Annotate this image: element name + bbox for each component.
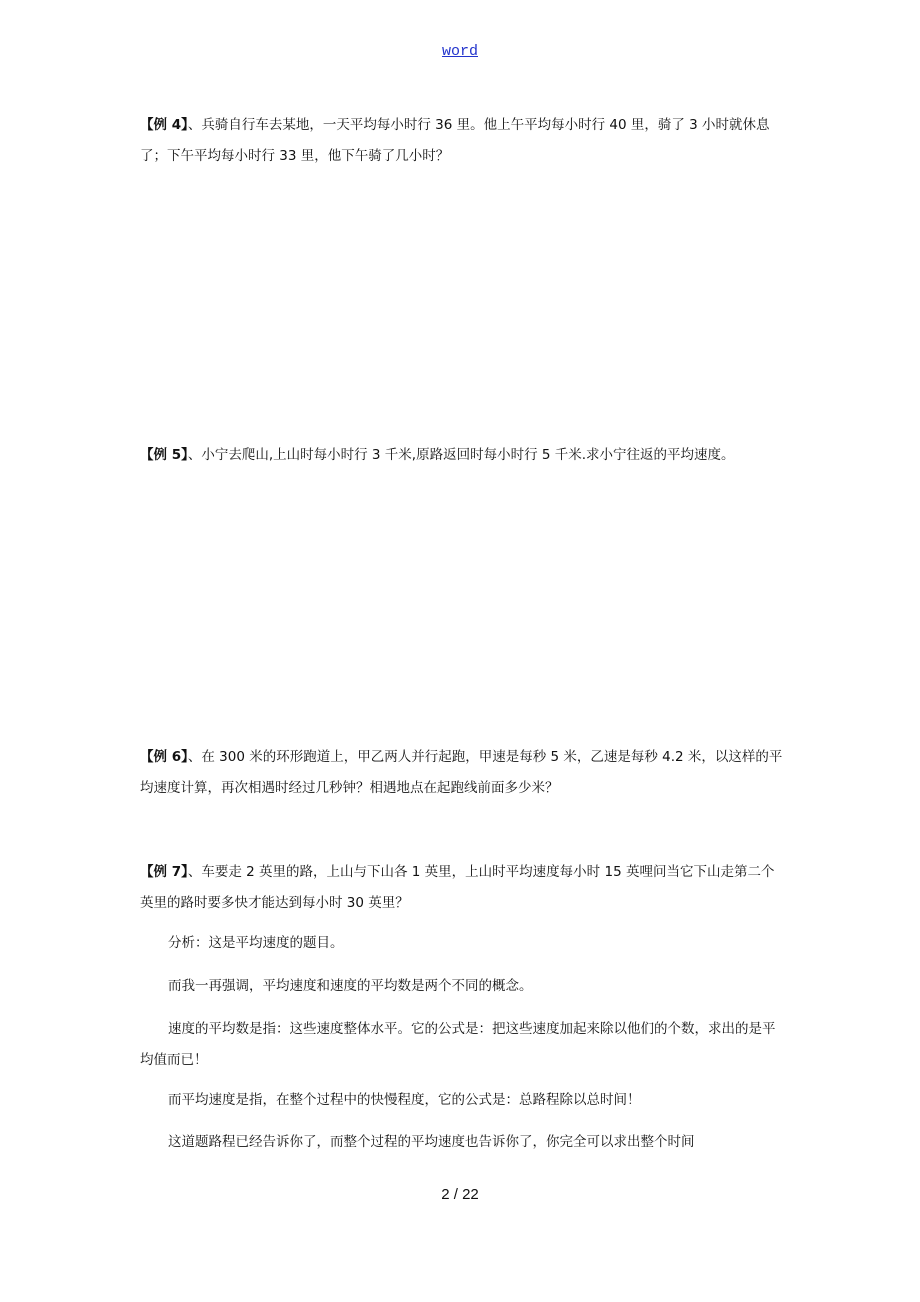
analysis-line: 而平均速度是指，在整个过程中的快慢程度，它的公式是：总路程除以总时间！ bbox=[168, 1092, 641, 1108]
analysis-line: 速度的平均数是指：这些速度整体水平。它的公式是：把这些速度加起来除以他们的个数，求出的是平均值而已！ bbox=[140, 1021, 776, 1068]
analysis-line: 分析：这是平均速度的题目。 bbox=[168, 935, 344, 951]
example-label: 【例 5】 bbox=[140, 447, 188, 463]
example-label: 【例 4】 bbox=[140, 117, 188, 133]
example-4 bbox=[140, 110, 785, 172]
example-label: 【例 7】 bbox=[140, 864, 188, 880]
example-text: 、小宁去爬山,上山时每小时行 3 千米,原路返回时每小时行 5 千米.求小宁往返的平均速度。 bbox=[187, 447, 735, 463]
example-text: 、车要走 2 英里的路，上山与下山各 1 英里，上山时平均速度每小时 15 英哩问当它下山走第二个英里的路时要多快才能达到每小时 30 英里？ bbox=[140, 864, 775, 911]
header-title: word bbox=[441, 43, 478, 60]
example-5 bbox=[140, 440, 785, 471]
example-6 bbox=[140, 742, 785, 804]
example-label: 【例 6】 bbox=[140, 749, 188, 765]
analysis-line: 而我一再强调，平均速度和速度的平均数是两个不同的概念。 bbox=[168, 978, 533, 994]
analysis-line: 这道题路程已经告诉你了，而整个过程的平均速度也告诉你了，你完全可以求出整个时间 bbox=[168, 1134, 695, 1150]
page-number: 2 / 22 bbox=[441, 1186, 479, 1203]
example-text: 、兵骑自行车去某地，一天平均每小时行 36 里。他上午平均每小时行 40 里，骑了 3 小时就休息了；下午平均每小时行 33 里，他下午骑了几小时？ bbox=[140, 117, 770, 164]
example-text: 、在 300 米的环形跑道上，甲乙两人并行起跑，甲速是每秒 5 米，乙速是每秒 4.2 米，以这样的平均速度计算，再次相遇时经过几秒钟？相遇地点在起跑线前面多少米？ bbox=[140, 749, 783, 796]
example-7 bbox=[140, 857, 785, 919]
